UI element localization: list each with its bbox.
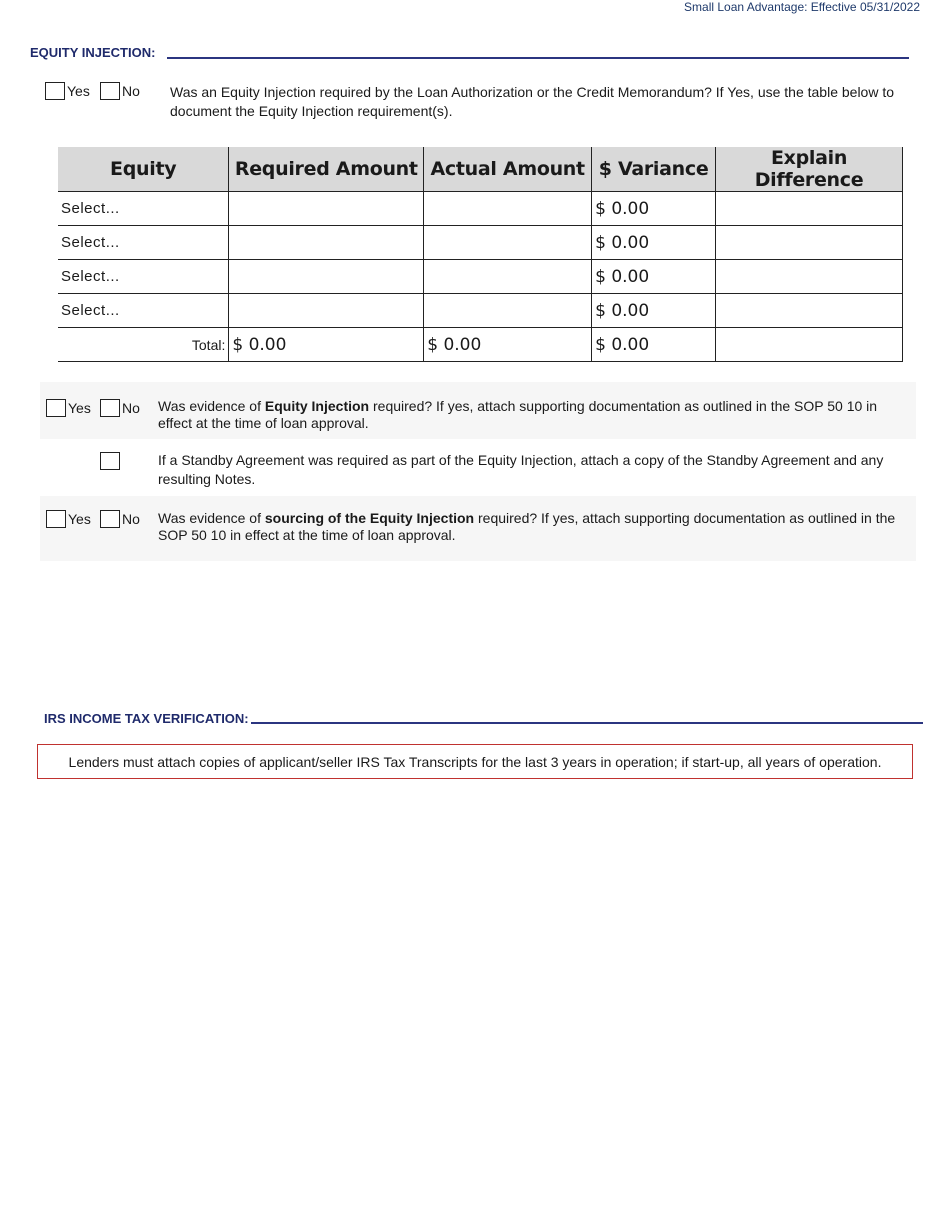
q4-yes-group [46,510,91,528]
q2-yes-label: Yes [68,400,91,416]
equity-injection-title: EQUITY INJECTION: [30,45,156,60]
form-effective-date: Small Loan Advantage: Effective 05/31/2022 [684,0,920,14]
q2-no-group [100,399,140,417]
q2-text-after: required? If yes, attach supporting documentation as outlined in the SOP 50 10 in effect at the time of loan approval. [158,398,878,431]
q2-text-bold: Equity Injection [264,398,370,414]
q2-yes-checkbox[interactable] [46,399,66,417]
section-divider [251,722,923,724]
q2-yes-group [46,399,91,417]
equity-table-header-row [58,147,903,192]
table-row [58,192,903,226]
variance-value: $ 0.00 [592,226,716,260]
q4-text-after: required? If yes, attach supporting documentation as outlined in the SOP 50 10 in effect at the time of loan approval. [158,510,896,543]
q1-no-label: No [122,83,140,99]
col-header-equity: Equity [58,147,229,192]
q1-question-text: Was an Equity Injection required by the Loan Authorization or the Credit Memorandum? If Yes, use the table below to document the Equity Injection requirement(s). [170,84,895,119]
required-amount-field[interactable] [229,192,424,226]
q4-text-before: Was evidence of [158,510,265,526]
equity-select[interactable]: Select... [58,294,229,328]
total-variance: $ 0.00 [592,328,716,362]
table-total-row [58,328,903,362]
variance-value: $ 0.00 [592,192,716,226]
total-label: Total: [58,328,229,362]
explain-difference-field[interactable] [716,294,903,328]
col-header-actual-amount: Actual Amount [424,147,592,192]
q3-group [100,452,120,470]
q4-yes-checkbox[interactable] [46,510,66,528]
irs-verification-title: IRS INCOME TAX VERIFICATION: [44,711,249,726]
section-divider [167,57,909,59]
equity-select[interactable]: Select... [58,192,229,226]
required-amount-field[interactable] [229,260,424,294]
actual-amount-field[interactable] [424,192,592,226]
total-explain-field[interactable] [716,328,903,362]
q4-question-text [158,510,913,544]
q4-no-label: No [122,511,140,527]
required-amount-field[interactable] [229,294,424,328]
equity-select[interactable]: Select... [58,226,229,260]
explain-difference-field[interactable] [716,192,903,226]
q4-text-bold: sourcing of the Equity Injection [264,510,475,526]
col-header-required-amount: Required Amount [229,147,424,192]
q1-no-checkbox[interactable] [100,82,120,100]
actual-amount-field[interactable] [424,294,592,328]
q1-yes-label: Yes [67,83,90,99]
q4-no-group [100,510,140,528]
standby-agreement-checkbox[interactable] [100,452,120,470]
actual-amount-field[interactable] [424,226,592,260]
q2-no-label: No [122,400,140,416]
explain-difference-field[interactable] [716,226,903,260]
q1-yes-group [45,82,90,100]
q4-yes-label: Yes [68,511,91,527]
variance-value: $ 0.00 [592,260,716,294]
table-row [58,294,903,328]
col-header-explain-difference: Explain Difference [716,147,903,192]
table-row [58,260,903,294]
table-row [58,226,903,260]
required-amount-field[interactable] [229,226,424,260]
q2-question-text [158,398,913,432]
q2-text-before: Was evidence of [158,398,265,414]
q1-no-group [100,82,140,100]
total-required-amount: $ 0.00 [229,328,424,362]
q4-no-checkbox[interactable] [100,510,120,528]
q2-no-checkbox[interactable] [100,399,120,417]
variance-value: $ 0.00 [592,294,716,328]
q3-standby-text: If a Standby Agreement was required as part of the Equity Injection, attach a copy of the Standby Agreement and any resulting Notes. [158,452,884,487]
equity-select[interactable]: Select... [58,260,229,294]
q1-yes-checkbox[interactable] [45,82,65,100]
actual-amount-field[interactable] [424,260,592,294]
irs-transcript-notice: Lenders must attach copies of applicant/seller IRS Tax Transcripts for the last 3 years in operation; if start-up, all years of operation. [37,744,913,779]
col-header-variance: $ Variance [592,147,716,192]
total-actual-amount: $ 0.00 [424,328,592,362]
equity-table [58,147,903,362]
explain-difference-field[interactable] [716,260,903,294]
